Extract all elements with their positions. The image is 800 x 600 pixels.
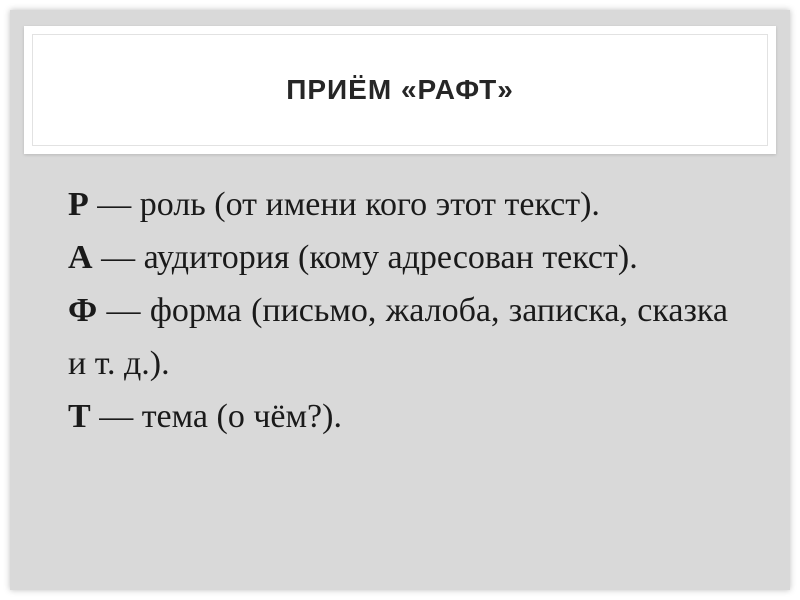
- list-item: [68, 284, 728, 390]
- item-text: — роль (от имени кого этот текст).: [88, 186, 600, 223]
- item-letter: Ф: [68, 292, 98, 329]
- item-text: — тема (о чём?).: [90, 398, 342, 435]
- slide-title: ПРИЁМ «РАФТ»: [286, 74, 514, 105]
- item-letter: Р: [68, 186, 89, 223]
- item-text: — аудитория (кому адресован текст).: [92, 239, 638, 276]
- list-item: [68, 231, 728, 284]
- list-item: [68, 178, 728, 231]
- slide: [10, 10, 790, 590]
- title-frame: [32, 34, 768, 146]
- list-item: [68, 390, 728, 443]
- slide-body: [68, 178, 728, 443]
- title-band: [24, 26, 776, 154]
- item-letter: А: [68, 239, 93, 276]
- item-letter: Т: [68, 398, 91, 435]
- item-text: — форма (письмо, жалоба, записка, сказка и т. д.).: [68, 292, 728, 382]
